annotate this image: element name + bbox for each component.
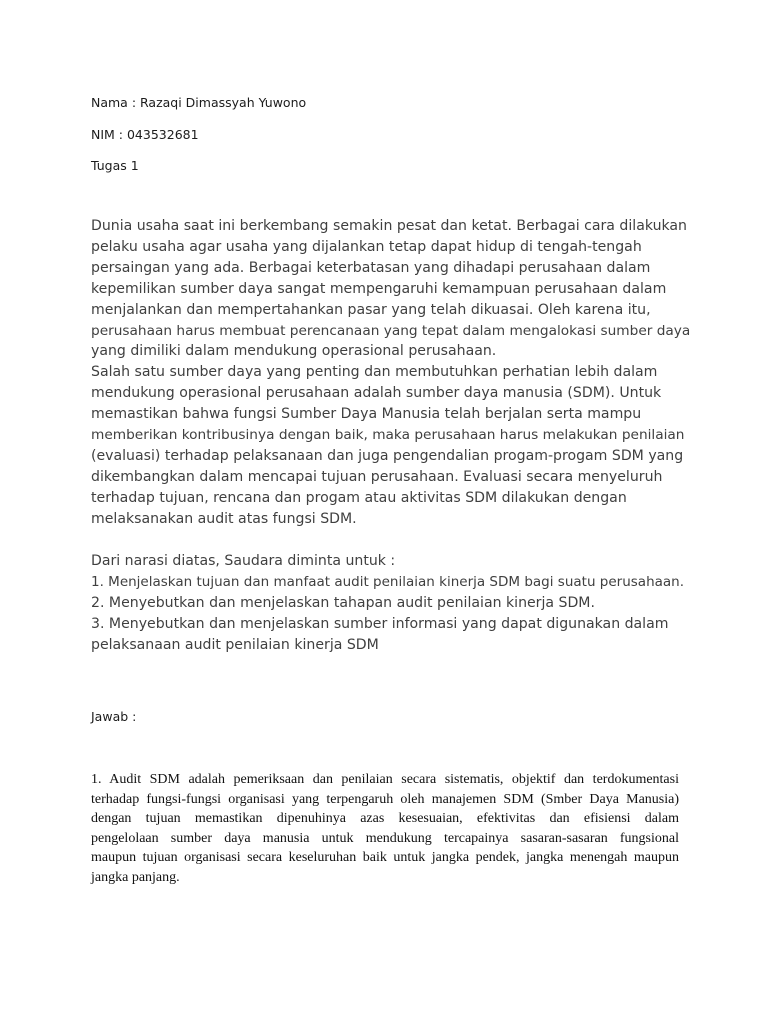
intro-line: perusahaan harus membuat perencanaan yang tepat dalam mengalokasi sumber daya [91, 322, 691, 339]
answer-line: jangka panjang. [91, 869, 180, 885]
answer-line: terhadap fungsi-fungsi organisasi yang terpengaruh oleh manajemen SDM (Smber Daya Manusia) [91, 791, 679, 807]
intro-paragraph [91, 216, 691, 530]
answer-line: dengan tujuan memastikan dipenuhinya azas kesesuaian, efektivitas dan efisiensi dalam [91, 811, 679, 827]
intro-line: memberikan kontribusinya dengan baik, maka perusahaan harus melakukan penilaian [91, 427, 685, 444]
intro-line: memastikan bahwa fungsi Sumber Daya Manusia telah berjalan serta mampu [91, 406, 642, 423]
assignment-label: Tugas 1 [91, 158, 139, 173]
answer-line: 1. Audit SDM adalah pemeriksaan dan penilaian secara sistematis, objektif dan terdokumentasi [91, 772, 679, 787]
task-item: 1. Menjelaskan tujuan dan manfaat audit penilaian kinerja SDM bagi suatu perusahaan. [91, 573, 685, 590]
student-nim: NIM : 043532681 [91, 127, 199, 142]
intro-line: menjalankan dan mempertahankan pasar yang telah dikuasai. Oleh karena itu, [91, 301, 651, 318]
task-item: 3. Menyebutkan dan menjelaskan sumber informasi yang dapat digunakan dalam [91, 615, 669, 632]
intro-line: kepemilikan sumber daya sangat mempengaruhi kemampuan perusahaan dalam [91, 280, 667, 297]
intro-line: melaksanakan audit atas fungsi SDM. [91, 510, 357, 527]
intro-line: terhadap tujuan, rencana dan progam atau aktivitas SDM dilakukan dengan [91, 489, 627, 506]
task-item-continuation: pelaksanaan audit penilaian kinerja SDM [91, 636, 379, 653]
answer-line: maupun tujuan organisasi secara keseluruhan baik untuk jangka pendek, jangka menengah maupun [91, 850, 679, 866]
intro-line: dikembangkan dalam mencapai tujuan perusahaan. Evaluasi secara menyeluruh [91, 468, 663, 485]
intro-line: Salah satu sumber daya yang penting dan membutuhkan perhatian lebih dalam [91, 364, 658, 381]
answer-line: pengelolaan sumber daya manusia untuk mendukung tercapainya sasaran-sasaran fungsional [91, 830, 679, 846]
intro-line: yang dimiliki dalam mendukung operasional perusahaan. [91, 343, 497, 360]
answer-paragraph [91, 770, 679, 888]
intro-line: mendukung operasional perusahaan adalah sumber daya manusia (SDM). Untuk [91, 385, 662, 402]
intro-line: (evaluasi) terhadap pelaksanaan dan juga pengendalian progam-progam SDM yang [91, 447, 684, 464]
task-list [91, 551, 691, 656]
intro-line: pelaku usaha agar usaha yang dijalankan tetap dapat hidup di tengah-tengah [91, 238, 642, 255]
task-intro: Dari narasi diatas, Saudara diminta untuk : [91, 553, 396, 569]
intro-line: Dunia usaha saat ini berkembang semakin pesat dan ketat. Berbagai cara dilakukan [91, 218, 687, 234]
student-name: Nama : Razaqi Dimassyah Yuwono [91, 95, 307, 110]
task-item: 2. Menyebutkan dan menjelaskan tahapan audit penilaian kinerja SDM. [91, 594, 595, 611]
answer-label: Jawab : [91, 709, 137, 724]
intro-line: persaingan yang ada. Berbagai keterbatasan yang dihadapi perusahaan dalam [91, 259, 651, 276]
